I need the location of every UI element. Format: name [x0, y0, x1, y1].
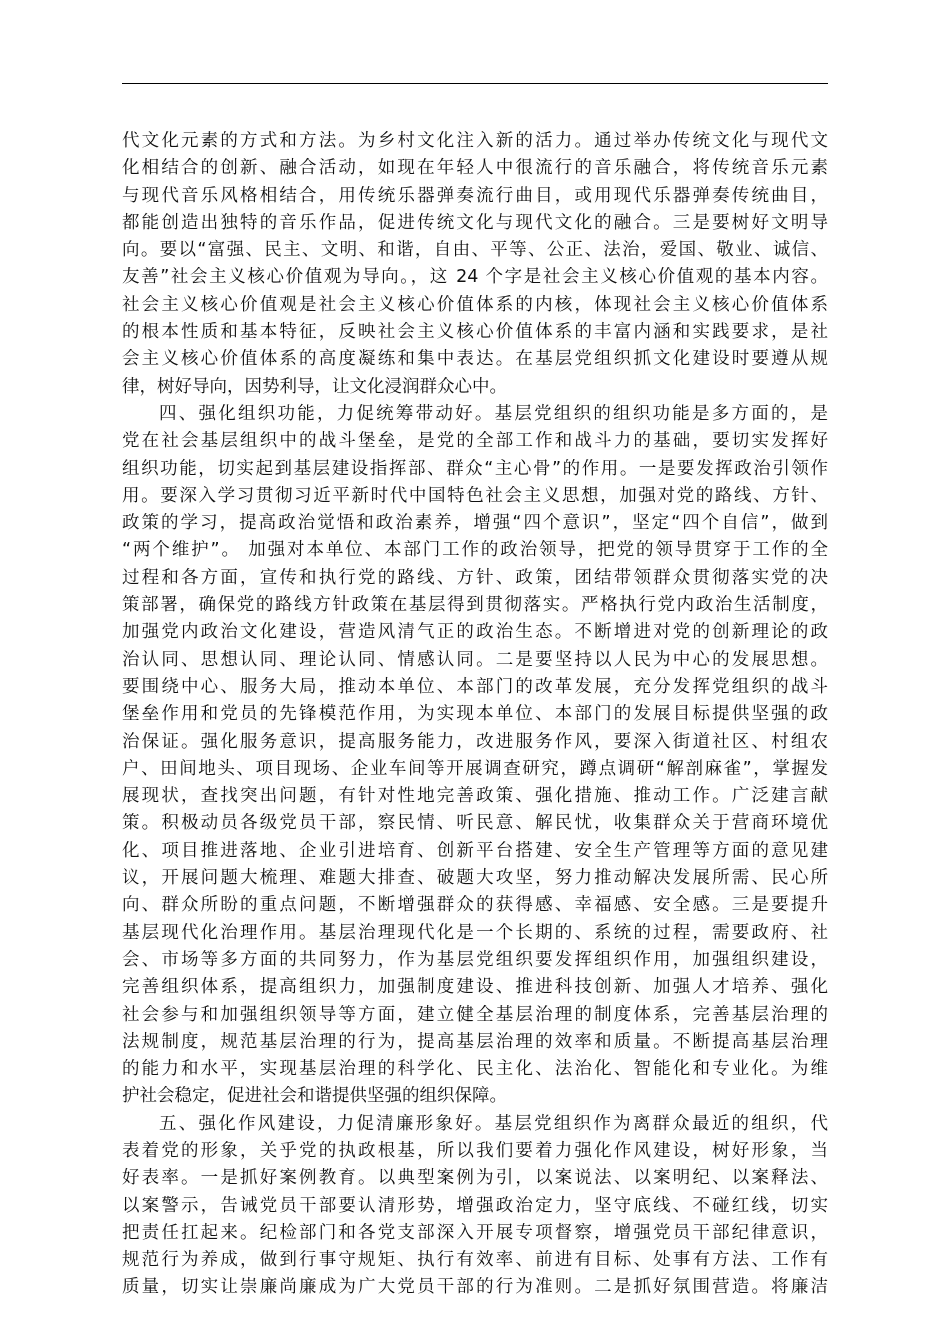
text-line: 堡垒作用和党员的先锋模范作用，为实现本单位、本部门的发展目标提供坚强的政	[122, 704, 828, 725]
text-line: 基层现代化治理作用。基层治理现代化是一个长期的、系统的过程，需要政府、社	[122, 922, 828, 943]
text-line: 议，开展问题大梳理、难题大排查、破题大攻坚，努力推动解决发展所需、民心所	[122, 868, 828, 889]
text-line: 代文化元素的方式和方法。为乡村文化注入新的活力。通过举办传统文化与现代文	[122, 131, 828, 151]
text-line: 策。积极动员各级党员干部，察民情、听民意、解民忧，收集群众关于营商环境优	[122, 813, 828, 834]
text-line: 以案警示，告诫党员干部要认清形势，增强政治定力，坚守底线、不碰红线，切实	[122, 1195, 828, 1216]
text-line: 户、田间地头、项目现场、企业车间等开展调查研究，蹲点调研“解剖麻雀”，掌握发	[122, 758, 828, 779]
text-line: 加强党内政治文化建设，营造风清气正的政治生态。不断增进对党的创新理论的政	[122, 622, 828, 643]
text-line: 化相结合的创新、融合活动，如现在年轻人中很流行的音乐融合，将传统音乐元素	[122, 158, 828, 179]
text-line: 社会主义核心价值观是社会主义核心价值体系的内核，体现社会主义核心价值体系	[122, 294, 828, 315]
text-line: 的能力和水平，实现基层治理的科学化、民主化、法治化、智能化和专业化。为维	[122, 1059, 828, 1080]
text-line: 治保证。强化服务意识，提高服务能力，改进服务作风，要深入街道社区、村组农	[122, 731, 828, 752]
text-line: 会、市场等多方面的共同努力，作为基层党组织要发挥组织作用，加强组织建设，	[122, 949, 828, 970]
text-line: 质量，切实让崇廉尚廉成为广大党员干部的行为准则。二是抓好氛围营造。将廉洁	[122, 1277, 828, 1298]
text-line: 社会参与和加强组织领导等方面，建立健全基层治理的制度体系，完善基层治理的	[122, 1004, 828, 1025]
text-line: 都能创造出独特的音乐作品，促进传统文化与现代文化的融合。三是要树好文明导	[122, 212, 828, 233]
text-line: 的根本性质和基本特征，反映社会主义核心价值体系的丰富内涵和实践要求，是社	[122, 322, 828, 343]
paragraph-first-line: 四、强化组织功能，力促统筹带动好。基层党组织的组织功能是多方面的，是	[159, 403, 828, 424]
text-line: 策部署，确保党的路线方针政策在基层得到贯彻落实。严格执行党内政治生活制度，	[122, 595, 828, 616]
text-line: 政策的学习，提高政治觉悟和政治素养，增强“四个意识”，坚定“四个自信”，做到	[122, 513, 828, 534]
text-line: 组织功能，切实起到基层建设指挥部、群众“主心骨”的作用。一是要发挥政治引领作	[122, 458, 828, 479]
text-line: 会主义核心价值体系的高度凝练和集中表达。在基层党组织抓文化建设时要遵从规	[122, 349, 828, 370]
body-text	[122, 128, 828, 1302]
header-rule	[122, 83, 828, 84]
text-line: 护社会稳定，促进社会和谐提供坚强的组织保障。	[122, 1086, 507, 1107]
text-line: 完善组织体系，提高组织力，加强制度建设、推进科技创新、加强人才培养、强化	[122, 977, 828, 998]
paragraph-first-line: 五、强化作风建设，力促清廉形象好。基层党组织作为离群众最近的组织，代	[159, 1113, 828, 1134]
text-line: 友善”社会主义核心价值观为导向。，这 24 个字是社会主义核心价值观的基本内容。	[122, 267, 828, 288]
text-line: 党在社会基层组织中的战斗堡垒，是党的全部工作和战斗力的基础，要切实发挥好	[122, 431, 828, 452]
text-line: 好表率。一是抓好案例教育。以典型案例为引，以案说法、以案明纪、以案释法、	[122, 1168, 828, 1189]
text-line: 法规制度，规范基层治理的行为，提高基层治理的效率和质量。不断提高基层治理	[122, 1031, 828, 1052]
text-line: 向。要以“富强、民主、文明、和谐，自由、平等、公正、法治，爱国、敬业、诚信、	[122, 240, 828, 261]
text-line: 把责任扛起来。纪检部门和各党支部深入开展专项督察，增强党员干部纪律意识，	[122, 1222, 828, 1243]
text-line: 化、项目推进落地、企业引进培育、创新平台搭建、安全生产管理等方面的意见建	[122, 840, 828, 861]
text-line: 向、群众所盼的重点问题，不断增强群众的获得感、幸福感、安全感。三是要提升	[122, 895, 828, 916]
text-line: 过程和各方面，宣传和执行党的路线、方针、政策，团结带领群众贯彻落实党的决	[122, 567, 828, 588]
text-line: “两个维护”。 加强对本单位、本部门工作的政治领导，把党的领导贯穿于工作的全	[122, 540, 828, 561]
text-line: 治认同、思想认同、理论认同、情感认同。二是要坚持以人民为中心的发展思想。	[122, 649, 828, 670]
text-line: 律，树好导向，因势利导，让文化浸润群众心中。	[122, 376, 507, 397]
text-line: 规范行为养成，做到行事守规矩、执行有效率、前进有目标、处事有方法、工作有	[122, 1250, 828, 1271]
text-line: 表着党的形象，关乎党的执政根基，所以我们要着力强化作风建设，树好形象，当	[122, 1140, 828, 1161]
text-line: 用。要深入学习贯彻习近平新时代中国特色社会主义思想，加强对党的路线、方针、	[122, 485, 828, 506]
text-line: 要围绕中心、服务大局，推动本单位、本部门的改革发展，充分发挥党组织的战斗	[122, 676, 828, 697]
text-line: 展现状，查找突出问题，有针对性地完善政策、强化措施、推动工作。广泛建言献	[122, 786, 828, 807]
text-line: 与现代音乐风格相结合，用传统乐器弹奏流行曲目，或用现代乐器弹奏传统曲目，	[122, 185, 828, 206]
